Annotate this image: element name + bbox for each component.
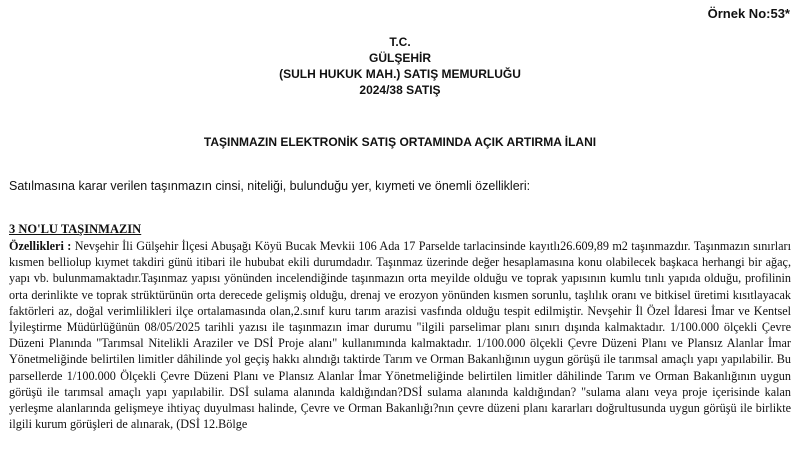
header-office: (SULH HUKUK MAH.) SATIŞ MEMURLUĞU [279,67,521,81]
features-label: Özellikleri : [9,239,72,253]
features-text: Nevşehir İli Gülşehir İlçesi Abuşağı Köyü Bucak Mevkii 106 Ada 17 Parselde tarlacinsinde kayıtlı26.609,89 m2 taşınmazdır. Taşınmazın sınırları kısmen bellioluр kıymet takdiri günü itibari ile hububat ekili durumdadır. Taşınmaz üzerinde değer hesaplamasına konu olabilecek başkaca herhangi bir ağaç, yapı vb. bulunmamaktadır.Taşınmaz yapısı yönünden incelendiğinde taşınmazın orta meyilde olduğu ve toprak yapısının kumlu tınlı yapıda olduğu, profilinin orta derinlikte ve toprak strüktürünün orta derecede gelişmiş olduğu, drenaj ve erozyon yönünden kısmen sorunlu, taşlılık oranı ve bitkisel üretimi kısıtlayacak faktörleri az, doğal verimlilikleri ilçe ortalamasında olan,2.sınıf kuru tarım arazisi vasfında olduğu tespit edilmiştir. Nevşehir İl Özel İdaresi İmar ve Kentsel İyileştirme Müdürlüğünün 08/05/2025 tarihli yazısı ile taşınmazın imar durumu "ilgili parselimar planı sınırı dışında kalmaktadır. 1/100.000 ölçekli Çevre Düzeni Planında "Tarımsal Nitelikli Araziler ve DSİ Proje alanı" kullanımında kalmaktadır. 1/100.000 ölçekli Çevre Düzeni Planı ve Plansız Alanlar İmar Yönetmeliğinde belirtilen limitler dâhilinde yol geçiş hakkı alındığı taktirde Tarım ve Orman Bakanlığının uygun görüşü ile tarımsal amaçlı yapı yapılabilir. Bu parsellerde 1/100.000 Ölçekli Çevre Düzeni Planı ve Plansız Alanlar İmar Yönetmeliğinde belirtilen limitler dâhilinde Tarım ve Orman Bakanlığının uygun görüşü ile tarımsal amaçlı yapı yapılabilir. DSİ sulama alanında kaldığından?DSİ sulama alanında kaldığından? "sulama alanı veya proje içerisinde kalan yerleşme alanlarında gelişmeye ihtiyaç duyulması halinde, Çevre ve Orman Bakanlığı?nın çevre düzeni planı kararları doğrultusunda uygun görüşü ile birlikte ilgili kurum görüşleri de alınarak, (DSİ 12.Bölge [9,239,791,432]
intro-paragraph: Satılmasına karar verilen taşınmazın cinsi, niteliği, bulunduğu yer, kıymeti ve önemli özellikleri: [9,179,531,193]
header-district: GÜLŞEHİR [368,51,431,65]
property-description [9,238,791,432]
property-section-title: 3 NO'LU TAŞINMAZIN [9,222,142,236]
document-header [0,34,800,98]
header-case-number: 2024/38 SATIŞ [359,83,441,97]
sample-number: Örnek No:53* [707,6,790,21]
announcement-title: TAŞINMAZIN ELEKTRONİK SATIŞ ORTAMINDA AÇIK ARTIRMA İLANI [203,135,597,149]
header-tc: T.C. [389,35,411,49]
